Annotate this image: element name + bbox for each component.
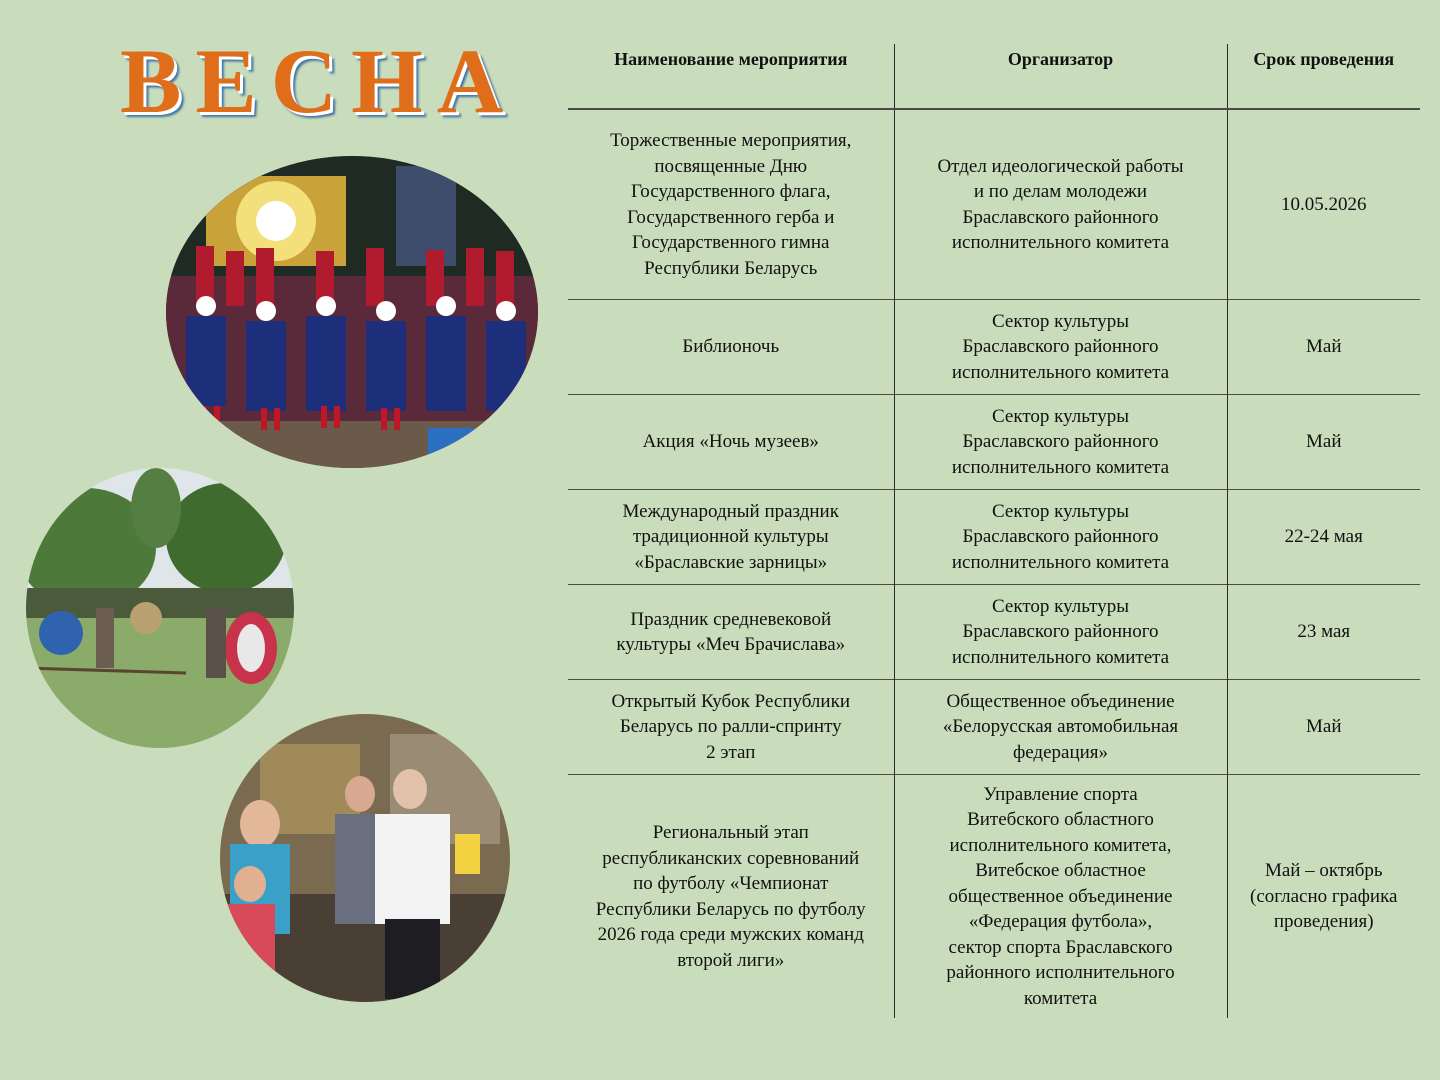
- cell-date: Май: [1227, 395, 1420, 490]
- cell-date: Май – октябрь (согласно графика проведения): [1227, 775, 1420, 1019]
- cell-organizer: Общественное объединение «Белорусская автомобильная федерация»: [894, 680, 1227, 775]
- photo-medieval-festival: [26, 468, 294, 748]
- cell-event: Международный праздник традиционной культуры «Браславские зарницы»: [568, 490, 894, 585]
- table-row: [568, 395, 1420, 490]
- cell-organizer: Сектор культуры Браславского районного исполнительного комитета: [894, 395, 1227, 490]
- cell-date: 23 мая: [1227, 585, 1420, 680]
- cell-organizer: Сектор культуры Браславского районного исполнительного комитета: [894, 490, 1227, 585]
- cell-date: 10.05.2026: [1227, 109, 1420, 300]
- table-row: [568, 680, 1420, 775]
- table-row: [568, 300, 1420, 395]
- cell-date: Май: [1227, 300, 1420, 395]
- cell-organizer: Отдел идеологической работы и по делам молодежи Браславского районного исполнительного комитета: [894, 109, 1227, 300]
- events-table-container: [568, 44, 1420, 1018]
- cell-date: Май: [1227, 680, 1420, 775]
- cell-date: 22-24 мая: [1227, 490, 1420, 585]
- cell-organizer: Управление спорта Витебского областного исполнительного комитета, Витебское областное общественное объединение «Федерация футбола», сектор спорта Браславского районного исполнительного комитета: [894, 775, 1227, 1019]
- page-title: ВЕСНА: [120, 30, 518, 132]
- cell-event: Праздник средневековой культуры «Меч Брачислава»: [568, 585, 894, 680]
- header-organizer: Организатор: [894, 44, 1227, 109]
- cell-event: Акция «Ночь музеев»: [568, 395, 894, 490]
- table-row: [568, 775, 1420, 1019]
- table-row: [568, 585, 1420, 680]
- photo-museum-night: [220, 714, 510, 1002]
- table-row: [568, 490, 1420, 585]
- photo-folk-dancers: [166, 156, 538, 468]
- cell-organizer: Сектор культуры Браславского районного исполнительного комитета: [894, 585, 1227, 680]
- events-table: [568, 44, 1420, 1018]
- header-event: Наименование мероприятия: [568, 44, 894, 109]
- cell-event: Региональный этап республиканских соревнований по футболу «Чемпионат Республики Беларусь по футболу 2026 года среди мужских команд второй лиги»: [568, 775, 894, 1019]
- table-header-row: [568, 44, 1420, 109]
- table-row: [568, 109, 1420, 300]
- cell-event: Библионочь: [568, 300, 894, 395]
- cell-organizer: Сектор культуры Браславского районного исполнительного комитета: [894, 300, 1227, 395]
- cell-event: Открытый Кубок Республики Беларусь по ралли-спринту 2 этап: [568, 680, 894, 775]
- cell-event: Торжественные мероприятия, посвященные Дню Государственного флага, Государственного герба и Государственного гимна Республики Беларусь: [568, 109, 894, 300]
- header-date: Срок проведения: [1227, 44, 1420, 109]
